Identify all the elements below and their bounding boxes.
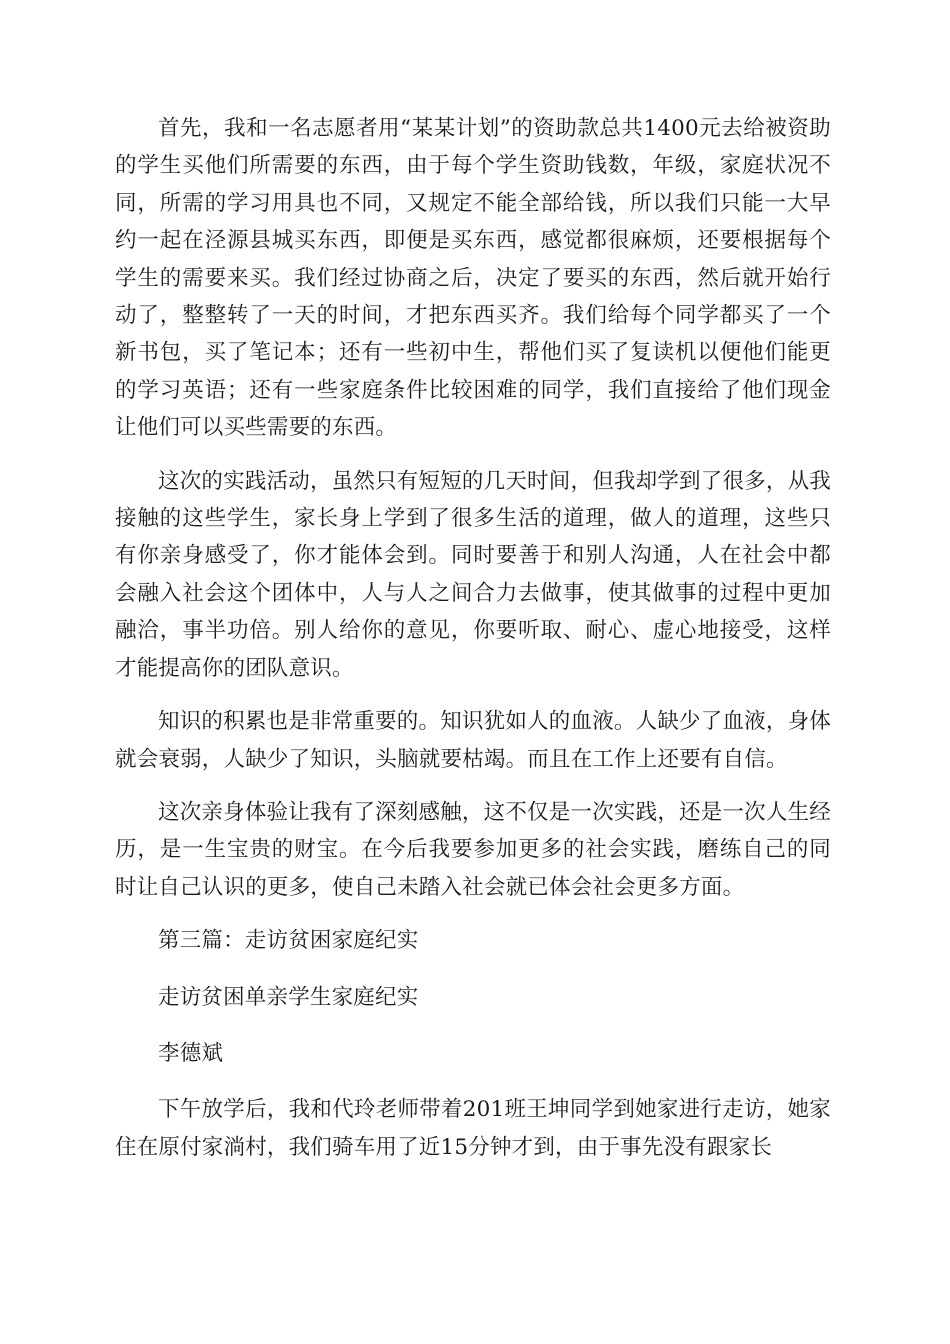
paragraph-visit: 下午放学后，我和代玲老师带着201班王坤同学到她家进行走访，她家住在原付家淌村，我们骑车用了近15分钟才到，由于事先没有跟家长 bbox=[115, 1097, 831, 1160]
article-title: 走访贫困单亲学生家庭纪实 bbox=[158, 984, 419, 1010]
paragraph-purchase: 首先，我和一名志愿者用“某某计划”的资助款总共1400元去给被资助的学生买他们所需要的东西，由于每个学生资助钱数，年级，家庭状况不同，所需的学习用具也不同，又规定不能全部给钱，所以我们只能一大早约一起在泾源县城买东西，即便是买东西，感觉都很麻烦，还要根据每个学生的需要来买。我们经过协商之后，决定了要买的东西，然后就开始行动了，整整转了一天的时间，才把东西买齐。我们给每个同学都买了一个新书包，买了笔记本；还有一些初中生，帮他们买了复读机以便他们能更的学习英语；还有一些家庭条件比较困难的同学，我们直接给了他们现金让他们可以买些需要的东西。 bbox=[115, 116, 831, 441]
paragraph-knowledge: 知识的积累也是非常重要的。知识犹如人的血液。人缺少了血液，身体就会衰弱，人缺少了知识，头脑就要枯竭。而且在工作上还要有自信。 bbox=[115, 709, 831, 772]
document-body bbox=[115, 110, 831, 1182]
paragraph-reflection: 这次的实践活动，虽然只有短短的几天时间，但我却学到了很多，从我接触的这些学生，家长身上学到了很多生活的道理，做人的道理，这些只有你亲身感受了，你才能体会到。同时要善于和别人沟通，人在社会中都会融入社会这个团体中，人与人之间合力去做事，使其做事的过程中更加融洽，事半功倍。别人给你的意见，你要听取、耐心、虚心地接受，这样才能提高你的团队意识。 bbox=[115, 468, 831, 681]
paragraph-experience: 这次亲身体验让我有了深刻感触，这不仅是一次实践，还是一次人生经历，是一生宝贵的财宝。在今后我要参加更多的社会实践，磨练自己的同时让自己认识的更多，使自己未踏入社会就已体会社会更多方面。 bbox=[115, 799, 831, 900]
section-title: 第三篇：走访贫困家庭纪实 bbox=[158, 928, 419, 954]
author-name: 李德斌 bbox=[158, 1040, 224, 1066]
